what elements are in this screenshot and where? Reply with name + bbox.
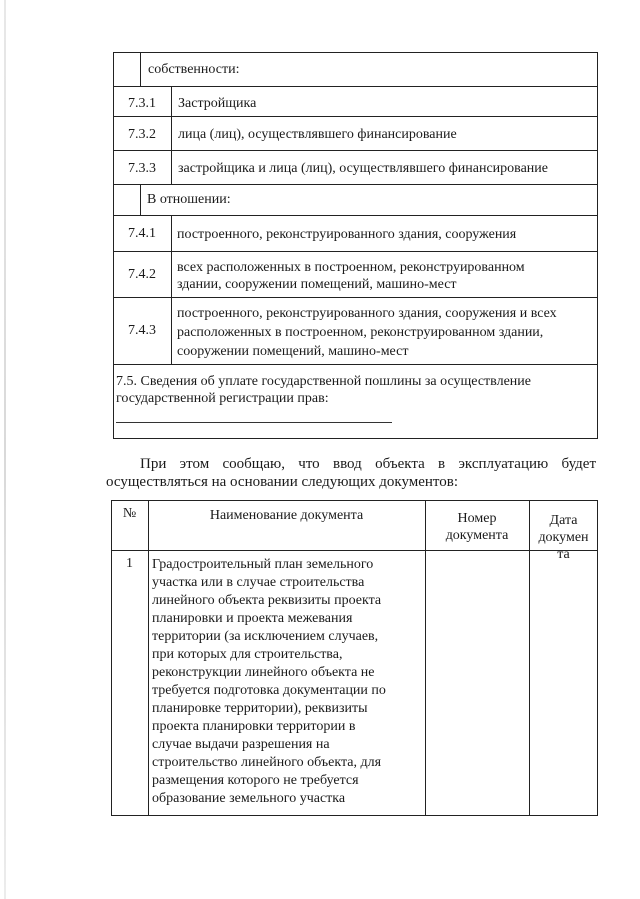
row-divider bbox=[113, 150, 598, 151]
row-text: построенного, реконструированного здания, сооружения и всех bbox=[177, 306, 557, 321]
document-name-line: проекта планировки территории в bbox=[152, 719, 356, 734]
document-name-line: строительство линейного объекта, для bbox=[152, 755, 382, 770]
document-name-line: линейного объекта реквизиты проекта bbox=[152, 593, 382, 608]
row-text: лица (лиц), осуществлявшего финансирование bbox=[178, 127, 457, 142]
document-name-line: территории (за исключением случаев, bbox=[152, 629, 379, 644]
fee-blank-line bbox=[116, 422, 392, 423]
col-divider bbox=[425, 500, 426, 816]
col-divider bbox=[171, 215, 172, 364]
header-num: № bbox=[122, 506, 137, 521]
header-divider bbox=[111, 550, 598, 551]
intro-paragraph-line: При этом сообщаю, что ввод объекта в эксплуатацию будет bbox=[140, 456, 596, 472]
intro-paragraph-line: осуществляться на основании следующих документов: bbox=[106, 474, 459, 490]
row-divider bbox=[113, 86, 598, 87]
header-date: докумен bbox=[538, 530, 589, 545]
row-divider bbox=[113, 364, 598, 365]
row-text: расположенных в построенном, реконструированном здании, bbox=[177, 325, 544, 340]
row-number: 7.4.1 bbox=[128, 226, 156, 241]
row-text: всех расположенных в построенном, реконструированном bbox=[177, 260, 525, 275]
header-number: документа bbox=[445, 528, 509, 543]
row-text: построенного, реконструированного здания, сооружения bbox=[177, 227, 517, 242]
row-number: 7.3.2 bbox=[128, 127, 156, 142]
document-name-line: участка или в случае строительства bbox=[152, 575, 365, 590]
row-divider bbox=[113, 251, 598, 252]
document-name-line: реконструкции линейного объекта не bbox=[152, 665, 375, 680]
col-divider bbox=[148, 500, 149, 816]
row-number: 7.4.3 bbox=[128, 323, 156, 338]
document-name-line: планировки и проекта межевания bbox=[152, 611, 353, 626]
row-number: 1 bbox=[126, 556, 133, 571]
row-divider bbox=[113, 116, 598, 117]
row-text: застройщика и лица (лиц), осуществлявшего финансирование bbox=[178, 161, 548, 176]
fee-label: государственной регистрации прав: bbox=[116, 391, 329, 406]
col-divider bbox=[140, 184, 141, 215]
row-number: 7.3.1 bbox=[128, 96, 156, 111]
header-number: Номер bbox=[457, 511, 497, 526]
scan-edge bbox=[4, 0, 6, 899]
fee-label: 7.5. Сведения об уплате государственной пошлины за осуществление bbox=[116, 374, 531, 389]
header-date: та bbox=[557, 547, 570, 562]
row-divider bbox=[113, 184, 598, 185]
row-text: Застройщика bbox=[178, 96, 257, 111]
document-name-line: образование земельного участка bbox=[152, 791, 346, 806]
row-divider bbox=[113, 297, 598, 298]
col-divider bbox=[140, 52, 141, 86]
document-name-line: планировке территории), реквизиты bbox=[152, 701, 368, 716]
row-number: 7.4.2 bbox=[128, 267, 156, 282]
regarding-label: В отношении: bbox=[147, 192, 231, 207]
row-divider bbox=[113, 215, 598, 216]
row-number: 7.3.3 bbox=[128, 161, 156, 176]
row-text: здании, сооружении помещений, машино-мест bbox=[177, 277, 457, 292]
row-text: сооружении помещений, машино-мест bbox=[177, 344, 409, 359]
document-name-line: при которых для строительства, bbox=[152, 647, 343, 662]
col-divider bbox=[171, 86, 172, 184]
header-date: Дата bbox=[549, 513, 578, 528]
document-name-line: Градостроительный план земельного bbox=[152, 557, 374, 572]
document-name-line: случае выдачи разрешения на bbox=[152, 737, 330, 752]
ownership-label: собственности: bbox=[148, 62, 240, 77]
document-name-line: требуется подготовка документации по bbox=[152, 683, 386, 698]
document-name-line: размещения которого не требуется bbox=[152, 773, 359, 788]
header-name: Наименование документа bbox=[209, 508, 364, 523]
